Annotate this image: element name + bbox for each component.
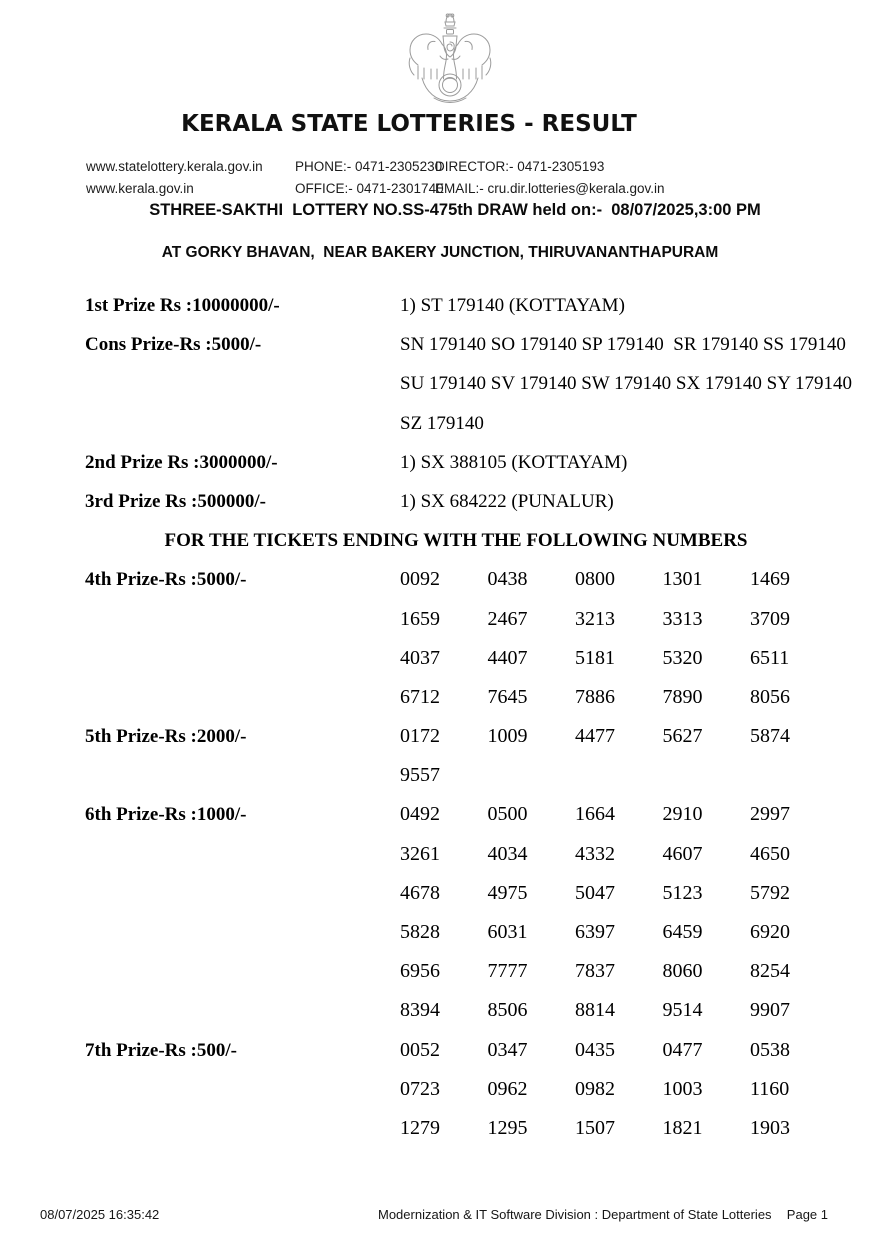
- ticket-number: 1659: [400, 607, 440, 630]
- ticket-number: 9907: [750, 999, 790, 1022]
- ticket-number: 3213: [575, 607, 615, 630]
- prize-label: 1st Prize Rs :10000000/-: [85, 295, 280, 316]
- ticket-number: 0477: [662, 1038, 703, 1061]
- ticket-number: 1664: [575, 803, 615, 826]
- ticket-number: 5874: [750, 725, 790, 748]
- ticket-number: 4037: [400, 646, 440, 669]
- ticket-number: 4477: [575, 725, 615, 748]
- prize-label: 3rd Prize Rs :500000/-: [85, 490, 266, 512]
- ticket-number: 7837: [575, 960, 615, 983]
- prize-label: Cons Prize-Rs :5000/-: [85, 334, 262, 356]
- ticket-row: [0, 835, 880, 874]
- ticket-row: [0, 756, 880, 795]
- draw-info-line: STHREE-SAKTHI LOTTERY NO.SS-475th DRAW held on:- 08/07/2025,3:00 PM: [149, 201, 761, 219]
- ticket-number: 4650: [750, 842, 790, 865]
- website-secondary: www.kerala.gov.in: [86, 181, 194, 196]
- ticket-number: 9514: [662, 999, 703, 1022]
- ticket-number: 6712: [400, 685, 440, 708]
- ticket-number: 0500: [487, 803, 528, 826]
- ticket-numbers-row: [400, 874, 838, 913]
- ticket-number: 1295: [487, 1116, 528, 1139]
- ticket-number: 7886: [575, 685, 615, 708]
- ticket-number: 5123: [662, 881, 703, 904]
- ticket-number: 1160: [750, 1077, 790, 1100]
- prize-winner: 1) SX 388105 (KOTTAYAM): [400, 451, 628, 473]
- prize-row-4th: [0, 560, 880, 599]
- ticket-number: 7645: [487, 685, 528, 708]
- ticket-number: 5627: [662, 725, 703, 748]
- prize-row-3rd: [0, 482, 880, 521]
- prize-row-6th: [0, 795, 880, 834]
- ticket-number: 0538: [750, 1038, 790, 1061]
- ticket-number: 1821: [662, 1116, 703, 1139]
- ticket-row: [0, 1070, 880, 1109]
- ticket-number: 6459: [662, 921, 703, 943]
- prize-winner: 1) ST 179140 (KOTTAYAM): [400, 295, 625, 316]
- ticket-number: 5047: [575, 881, 615, 904]
- cons-numbers-line: SU 179140 SV 179140 SW 179140 SX 179140 SY 179140: [400, 373, 853, 395]
- ticket-row: [0, 991, 880, 1030]
- ticket-numbers-row: [400, 913, 838, 952]
- prize-row-cons-cont: [0, 404, 880, 443]
- ticket-number: 4332: [575, 842, 615, 865]
- footer-division: Modernization & IT Software Division : Department of State Lotteries: [378, 1207, 772, 1222]
- ticket-row: [0, 952, 880, 991]
- ticket-number: 0723: [400, 1077, 440, 1100]
- ticket-number: 2997: [750, 803, 790, 826]
- ticket-number: 0982: [575, 1077, 615, 1100]
- ticket-row: [0, 874, 880, 913]
- ticket-number: 0438: [487, 568, 528, 591]
- ticket-numbers-row: [400, 756, 488, 795]
- ticket-row: [0, 913, 880, 952]
- ticket-number: 8056: [750, 685, 790, 708]
- ticket-row: [0, 1109, 880, 1148]
- ticket-numbers-row: [400, 1031, 838, 1070]
- email-address: EMAIL:- cru.dir.lotteries@kerala.gov.in: [435, 181, 665, 196]
- ticket-number: 0172: [400, 725, 440, 748]
- ticket-number: 5320: [662, 646, 703, 669]
- ticket-number: 6956: [400, 960, 440, 983]
- prize-label: 4th Prize-Rs :5000/-: [85, 569, 247, 591]
- ticket-number: 8814: [575, 999, 615, 1022]
- ticket-number: 1507: [575, 1116, 615, 1139]
- ticket-numbers-row: [400, 560, 838, 599]
- ticket-number: 8394: [400, 999, 440, 1022]
- ticket-row: [0, 639, 880, 678]
- ticket-number: 2910: [662, 803, 703, 826]
- ticket-number: 6511: [750, 646, 790, 669]
- ticket-number: 0800: [575, 568, 615, 591]
- prize-label: 7th Prize-Rs :500/-: [85, 1039, 237, 1061]
- website-primary: www.statelottery.kerala.gov.in: [86, 159, 263, 174]
- prize-row-cons-cont: [0, 364, 880, 403]
- results-body: [0, 286, 880, 1148]
- ticket-numbers-row: [400, 991, 838, 1030]
- ticket-numbers-row: [400, 1109, 838, 1148]
- prize-label: 2nd Prize Rs :3000000/-: [85, 451, 278, 473]
- ticket-number: 4975: [487, 881, 528, 904]
- ticket-number: 2467: [487, 607, 528, 630]
- venue-line: AT GORKY BHAVAN, NEAR BAKERY JUNCTION, THIRUVANANTHAPURAM: [161, 244, 719, 261]
- ticket-number: 7777: [487, 960, 528, 983]
- footer-page-number: Page 1: [786, 1207, 828, 1222]
- ticket-number: 0492: [400, 803, 440, 826]
- ticket-number: 1469: [750, 568, 790, 591]
- ticket-number: 0052: [400, 1038, 440, 1061]
- ticket-number: 0092: [400, 568, 440, 591]
- ticket-numbers-row: [400, 678, 838, 717]
- ticket-row: [0, 678, 880, 717]
- ticket-numbers-row: [400, 835, 838, 874]
- ticket-number: 9557: [400, 764, 440, 787]
- ticket-number: 1301: [662, 568, 703, 591]
- office-number: OFFICE:- 0471-2301740: [295, 181, 444, 196]
- director-number: DIRECTOR:- 0471-2305193: [435, 159, 605, 174]
- kerala-government-emblem-icon: [402, 6, 498, 108]
- ticket-number: 1279: [400, 1116, 440, 1139]
- ticket-numbers-row: [400, 952, 838, 991]
- ticket-numbers-row: [400, 795, 838, 834]
- ticket-number: 5828: [400, 921, 440, 943]
- ticket-number: 4678: [400, 881, 440, 904]
- ticket-number: 1009: [487, 725, 528, 748]
- ticket-number: 4607: [662, 842, 703, 865]
- ticket-number: 5181: [575, 646, 615, 669]
- ticket-number: 6397: [575, 921, 615, 943]
- ticket-numbers-row: [400, 717, 838, 756]
- prize-row-7th: [0, 1031, 880, 1070]
- ticket-number: 3261: [400, 842, 440, 865]
- prize-label: 6th Prize-Rs :1000/-: [85, 804, 247, 826]
- ticket-number: 4034: [487, 842, 528, 865]
- ticket-row: [0, 600, 880, 639]
- prize-row-5th: [0, 717, 880, 756]
- ticket-number: 1903: [750, 1116, 790, 1139]
- ticket-number: 0435: [575, 1038, 615, 1061]
- ticket-number: 6031: [487, 921, 528, 943]
- cons-numbers-line: SN 179140 SO 179140 SP 179140 SR 179140 SS 179140: [400, 334, 846, 356]
- prize-winner: 1) SX 684222 (PUNALUR): [400, 490, 614, 512]
- ticket-numbers-row: [400, 1070, 838, 1109]
- ticket-number: 5792: [750, 881, 790, 904]
- prize-row-1st: [0, 286, 880, 325]
- ticket-number: 8506: [487, 999, 528, 1022]
- ticket-number: 4407: [487, 646, 528, 669]
- cons-numbers-line: SZ 179140: [400, 412, 484, 434]
- page-title: KERALA STATE LOTTERIES - RESULT: [181, 111, 637, 137]
- ticket-number: 3313: [662, 607, 703, 630]
- phone-number: PHONE:- 0471-2305230: [295, 159, 443, 174]
- ticket-number: 7890: [662, 685, 703, 708]
- ticket-number: 6920: [750, 921, 790, 943]
- prize-row-cons: [0, 325, 880, 364]
- ticket-number: 8060: [662, 960, 703, 983]
- prize-row-2nd: [0, 443, 880, 482]
- ticket-numbers-row: [400, 600, 838, 639]
- ticket-number: 8254: [750, 960, 790, 983]
- ticket-number: 1003: [662, 1077, 703, 1100]
- ticket-number: 3709: [750, 607, 790, 630]
- prize-label: 5th Prize-Rs :2000/-: [85, 726, 247, 748]
- ticket-numbers-row: [400, 639, 838, 678]
- section-title: FOR THE TICKETS ENDING WITH THE FOLLOWING NUMBERS: [164, 530, 748, 552]
- ticket-number: 0347: [487, 1038, 528, 1061]
- ticket-number: 0962: [487, 1077, 528, 1100]
- footer-timestamp: 08/07/2025 16:35:42: [40, 1207, 160, 1222]
